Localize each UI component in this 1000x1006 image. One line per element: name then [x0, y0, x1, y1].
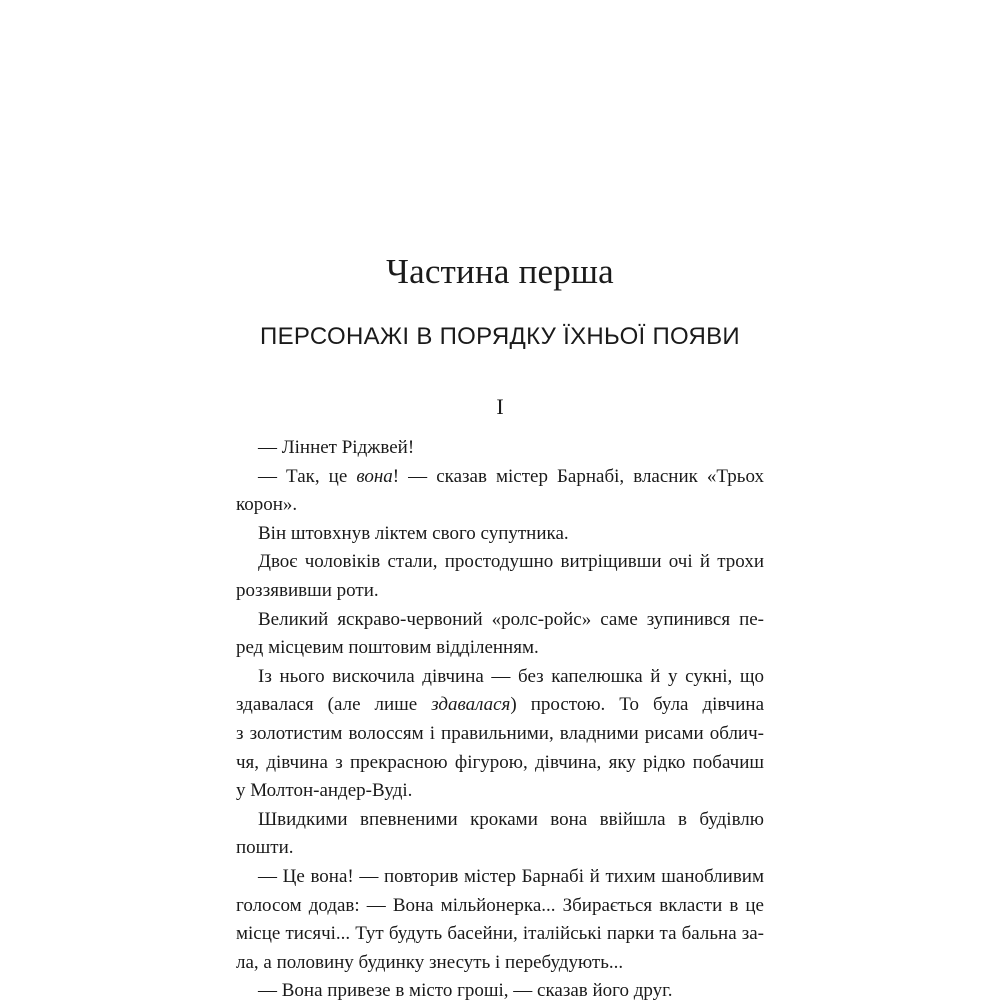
text-line — [236, 892, 764, 921]
text-segment: з золотистим волоссям і правильними, владними рисами облич- — [236, 722, 764, 744]
text-line — [236, 806, 764, 835]
text-line — [236, 434, 764, 463]
text-line — [236, 977, 764, 1006]
text-segment: Великий яскраво-червоний «ролс-ройс» саме зупинився пе- — [258, 608, 764, 630]
text-segment: — Так, це — [258, 465, 357, 487]
text-line — [236, 949, 764, 978]
text-segment: Швидкими впевненими кроками вона ввійшла в будівлю — [258, 808, 764, 830]
text-segment: роззявивши роти. — [236, 579, 379, 601]
chapter-body-text — [236, 434, 764, 1006]
text-line — [236, 548, 764, 577]
text-line — [236, 520, 764, 549]
text-line — [236, 634, 764, 663]
text-line — [236, 491, 764, 520]
text-segment: Він штовхнув ліктем свого супутника. — [258, 522, 569, 544]
text-line — [236, 720, 764, 749]
text-segment: — Ліннет Ріджвей! — [258, 437, 415, 458]
text-segment: здавалася (але лише — [236, 694, 432, 716]
emphasis-text: вона — [356, 465, 393, 487]
text-line — [236, 834, 764, 863]
text-line — [236, 777, 764, 806]
text-line — [236, 863, 764, 892]
text-line — [236, 463, 764, 492]
text-segment: голосом додав: — Вона мільйонерка... Збирається вкласти в це — [236, 894, 764, 916]
emphasis-text: здавалася — [431, 694, 511, 716]
text-segment: чя, дівчина з прекрасною фігурою, дівчина, яку рідко побачиш — [236, 751, 764, 773]
text-line — [236, 606, 764, 635]
text-segment: ред місцевим поштовим відділенням. — [236, 637, 539, 659]
text-line — [236, 577, 764, 606]
text-segment: — Вона привезе в місто гроші, — сказав його друг. — [258, 980, 673, 1002]
text-segment: корон». — [236, 494, 298, 516]
chapter-number: I — [496, 394, 504, 419]
text-segment: у Молтон-андер-Вуді. — [236, 780, 413, 802]
text-segment: — Це вона! — повторив містер Барнабі й тихим шанобливим — [258, 865, 764, 887]
text-segment: ) простою. То була дівчина — [510, 694, 764, 716]
text-segment: ! — сказав містер Барнабі, власник «Трьох — [392, 465, 764, 487]
section-title: ПЕРСОНАЖІ В ПОРЯДКУ ЇХНЬОЇ ПОЯВИ — [260, 323, 740, 350]
text-segment: Із нього вискочила дівчина — без капелюшка й у сукні, що — [258, 665, 764, 687]
text-line — [236, 749, 764, 778]
text-line — [236, 691, 764, 720]
text-line — [236, 663, 764, 692]
part-title: Частина перша — [386, 252, 614, 291]
text-line — [236, 920, 764, 949]
text-segment: пошти. — [236, 837, 294, 859]
text-segment: місце тисячі... Тут будуть басейни, італійські парки та бальна за- — [236, 923, 764, 945]
text-segment: ла, а половину будинку знесуть і перебудують... — [236, 951, 624, 973]
text-segment: Двоє чоловіків стали, простодушно витріщивши очі й трохи — [258, 551, 764, 573]
